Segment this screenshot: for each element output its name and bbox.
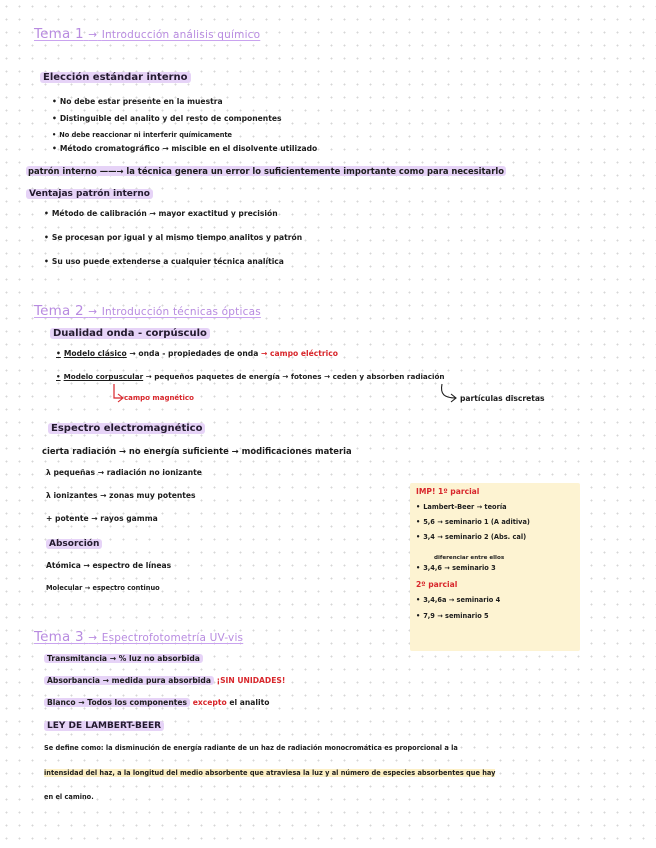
tema2-arrow: → xyxy=(88,306,98,318)
estandar-bullet-2: • Distinguible del analito y del resto de componentes xyxy=(52,115,282,123)
ley-definition-line-3: en el camino. xyxy=(44,793,94,801)
note-imp-title: IMP! 1º parcial xyxy=(416,487,480,496)
transmitancia-line: Transmitancia → % luz no absorbida xyxy=(44,655,203,663)
espectro-line-3: λ ionizantes → zonas muy potentes xyxy=(46,491,196,500)
modelo-corpuscular-label: • Modelo corpuscular xyxy=(56,372,143,381)
ventaja-2: • Se procesan por igual y al mismo tiempo analitos y patrón xyxy=(44,234,302,242)
absorbancia-label: Absorbancia → medida pura absorbida xyxy=(44,676,214,685)
ley-definition-line-2: intensidad del haz, a la longitud del medio absorbente que atraviesa la luz y al número de especies absorbentes que hay xyxy=(44,769,496,777)
note-item-3: • 3,4 → seminario 2 (Abs. cal) xyxy=(416,534,526,541)
note-second-title: 2º parcial xyxy=(416,580,458,589)
tema3-subtitle: Espectrofotometría UV-vis xyxy=(101,632,244,644)
modelo-corpuscular-rest: → pequeños paquetes de energía → fotones → ceden y absorben radiación xyxy=(145,372,445,381)
absorbancia-line xyxy=(44,677,285,685)
estandar-bullet-1: • No debe estar presente en la muestra xyxy=(52,98,223,106)
note-aside: diferenciar entre ellos xyxy=(434,555,505,561)
espectro-line-2: λ pequeñas → radiación no ionizante xyxy=(46,468,202,477)
estandar-bullet-3: • No debe reaccionar ni interferir químicamente xyxy=(52,132,232,139)
espectro-line-4: + potente → rayos gamma xyxy=(46,514,158,523)
tema1-arrow: → xyxy=(88,29,98,41)
tema3-title: Tema 3 → Espectrofotometría UV-vis xyxy=(34,629,244,645)
ley-definition-line-1: Se define como: la disminución de energía radiante de un haz de radiación monocromática es proporcional a la xyxy=(44,744,458,752)
tema2-subtitle: Introducción técnicas ópticas xyxy=(101,306,261,318)
section-absorcion: Absorción xyxy=(46,540,102,549)
tema3-arrow: → xyxy=(88,632,98,644)
modelo-clasico-label: • Modelo clásico xyxy=(56,349,127,358)
ventaja-3: • Su uso puede extenderse a cualquier técnica analítica xyxy=(44,258,284,266)
absorcion-molecular: Molecular → espectro continuo xyxy=(46,584,160,592)
section-dualidad: Dualidad onda - corpúsculo xyxy=(50,329,210,339)
modelo-clasico-rest: → onda - propiedades de onda xyxy=(129,349,259,358)
note-item-1: • Lambert-Beer → teoría xyxy=(416,504,507,511)
section-espectro: Espectro electromagnético xyxy=(48,424,205,434)
note-second-item-2: • 7,9 → seminario 5 xyxy=(416,613,489,620)
estandar-bullet-4: • Método cromatográfico → miscible en el disolvente utilizado xyxy=(52,145,317,153)
tema2-title: Tema 2 → Introducción técnicas ópticas xyxy=(34,303,261,319)
note-item-2: • 5,6 → seminario 1 (A aditiva) xyxy=(416,519,530,526)
particulas-discretas: partículas discretas xyxy=(460,394,545,403)
note-item-4: • 3,4,6 → seminario 3 xyxy=(416,565,496,572)
blanco-excepto: excepto xyxy=(192,698,227,707)
blanco-start: Blanco → Todos los componentes xyxy=(44,698,190,707)
espectro-line-1: cierta radiación → no energía suficiente → modificaciones materia xyxy=(42,446,352,456)
patron-interno-line: patrón interno ——→ la técnica genera un error lo suficientemente importante como para necesitarlo xyxy=(28,166,504,176)
campo-electrico: → campo eléctrico xyxy=(261,349,338,358)
ley-lambert-beer-title: LEY DE LAMBERT-BEER xyxy=(44,722,164,731)
sin-unidades: ¡SIN UNIDADES! xyxy=(216,676,286,685)
blanco-line xyxy=(44,699,269,707)
absorcion-atomica: Atómica → espectro de líneas xyxy=(46,561,172,570)
blanco-end: el analito xyxy=(229,698,270,707)
campo-magnetico: campo magnético xyxy=(124,394,194,402)
tema1-title: Tema 1 → Introducción análisis químico xyxy=(34,26,261,42)
section-estandar-interno: Elección estándar interno xyxy=(40,73,191,83)
note-second-item-1: • 3,4,6a → seminario 4 xyxy=(416,597,500,604)
ventajas-title: Ventajas patrón interno xyxy=(26,190,153,199)
ventaja-1: • Método de calibración → mayor exactitud y precisión xyxy=(44,210,278,218)
tema1-subtitle: Introducción análisis químico xyxy=(101,29,261,41)
